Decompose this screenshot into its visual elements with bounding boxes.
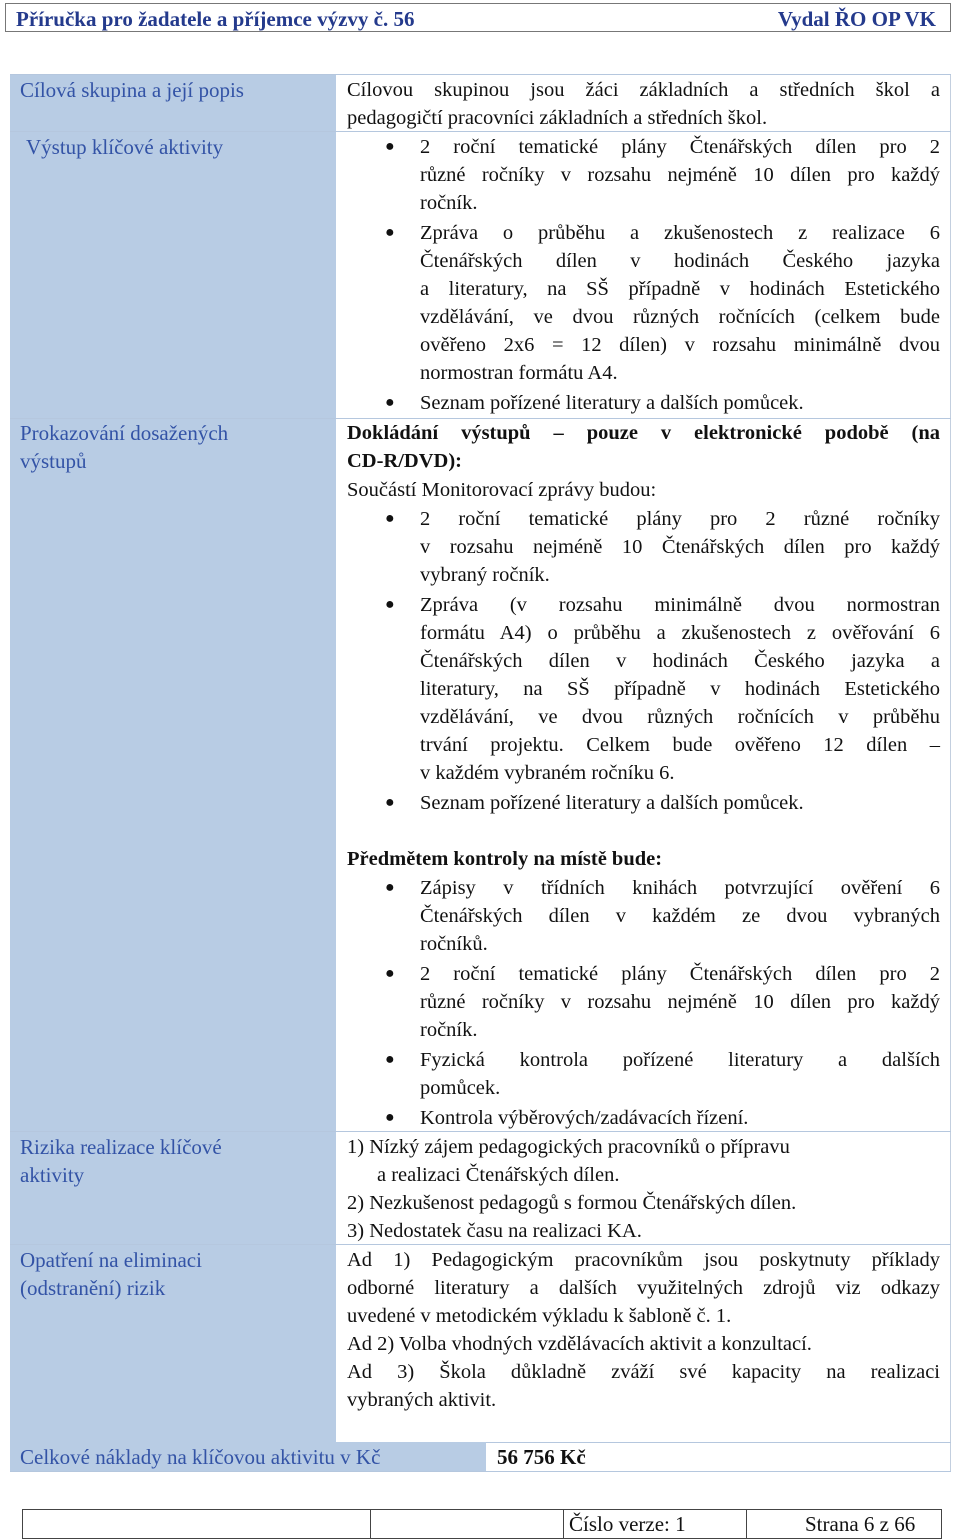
row-divider: [10, 74, 951, 75]
text-line: Seznam pořízené literatury a dalších pomůcek.: [420, 792, 804, 814]
proof-heading: [347, 419, 940, 475]
text-line: v rozsahu nejméně 10 Čtenářských dílen pro každý: [420, 536, 940, 558]
target-group-label: Cílová skupina a její popis: [20, 78, 244, 102]
text-line: Prokazování dosažených: [20, 421, 229, 445]
risks-label: [20, 1133, 320, 1189]
list-item: ● Zpráva (v rozsahu minimálně dvou normostran formátu A4) o průběhu a zkušenostech z ověřování 6 Čtenářských dílen v hodinách Českého jazyka a literatury, na SŠ případně v hodinách Estetického vzdělávání, ve dvou různých ročnících v průběhu trvání projektu. Celkem bude ověřeno 12 dílen – v každém vybraném ročníku 6.: [385, 591, 940, 787]
header-title: Příručka pro žadatele a příjemce výzvy č. 56: [16, 7, 415, 31]
text-line: odborné literatury a dalších využitelných zdrojů viz odkazy: [347, 1277, 940, 1299]
text-line: literatury, na SŠ případně v hodinách Estetického: [420, 678, 940, 700]
text-line: trvání projektu. Celkem bude ověřeno 12 dílen –: [420, 734, 940, 756]
text-line: normostran formátu A4.: [420, 362, 618, 384]
text-line: Kontrola výběrových/zadávacích řízení.: [420, 1107, 749, 1129]
text-line: Čtenářských dílen v každém ze dvou vybraných: [420, 905, 940, 927]
proof-label: [20, 419, 320, 475]
list-item: ● Seznam pořízené literatury a dalších pomůcek.: [385, 789, 940, 817]
text-line: vybraný ročník.: [420, 564, 550, 586]
text-line: 2 roční tematické plány Čtenářských dílen pro 2: [420, 963, 940, 985]
risks-text: [347, 1133, 940, 1245]
text-line: vzdělávání, ve dvou různých ročnících (celkem bude: [420, 306, 940, 328]
text-line: ročník.: [420, 1019, 478, 1041]
page-number: Strana 6 z 66: [805, 1512, 916, 1536]
text-line: ověřeno 2x6 = 12 dílen) v rozsahu minimálně dvou: [420, 334, 940, 356]
text-line: Zpráva o průběhu a zkušenostech z realizace 6: [420, 222, 940, 244]
list-item: ● 2 roční tematické plány Čtenářských dílen pro 2 různé ročníky v rozsahu nejméně 10 dílen pro každý ročník.: [385, 133, 940, 217]
control-heading: Předmětem kontroly na místě bude:: [347, 848, 663, 870]
text-line: ročníků.: [420, 933, 488, 955]
text-line: Fyzická kontrola pořízené literatury a dalších: [420, 1049, 940, 1071]
text-line: Rizika realizace klíčové: [20, 1135, 222, 1159]
document-footer: [22, 1509, 942, 1539]
header-publisher: Vydal ŘO OP VK: [777, 7, 936, 31]
output-list: [385, 133, 940, 419]
text-line: Opatření na eliminaci: [20, 1248, 202, 1272]
control-list: [385, 874, 940, 1134]
text-line: výstupů: [20, 449, 87, 473]
text-line: (odstranění) rizik: [20, 1276, 166, 1300]
text-line: vzdělávání, ve dvou různých ročnících v průběhu: [420, 706, 940, 728]
text-line: ročník.: [420, 192, 478, 214]
text-line: různé ročníky v rozsahu nejméně 10 dílen pro každý: [420, 991, 940, 1013]
text-line: Čtenářských dílen v hodinách Českého jazyka a: [420, 650, 940, 672]
total-cost-label: Celkové náklady na klíčovou aktivitu v Kč: [20, 1445, 381, 1469]
text-line: 1) Nízký zájem pedagogických pracovníků o přípravu: [347, 1136, 790, 1158]
proof-intro: Součástí Monitorovací zprávy budou:: [347, 479, 657, 501]
list-item: ● Fyzická kontrola pořízené literatury a dalších pomůcek.: [385, 1046, 940, 1102]
text-line: Zpráva (v rozsahu minimálně dvou normostran: [420, 594, 940, 616]
text-line: 2 roční tematické plány Čtenářských dílen pro 2: [420, 136, 940, 158]
table-right-border: [950, 74, 951, 1472]
document-header: [5, 3, 951, 32]
text-line: Ad 3) Škola důkladně zváží své kapacity na realizaci: [347, 1361, 940, 1383]
measures-label: [20, 1246, 320, 1302]
footer-divider: [746, 1510, 747, 1538]
text-line: CD-R/DVD):: [347, 450, 463, 472]
version-number: Číslo verze: 1: [569, 1512, 686, 1536]
text-line: vybraných aktivit.: [347, 1389, 497, 1411]
list-item: ● 2 roční tematické plány pro 2 různé ročníky v rozsahu nejméně 10 Čtenářských dílen pro každý vybraný ročník.: [385, 505, 940, 589]
list-item: ● Zápisy v třídních knihách potvrzující ověření 6 Čtenářských dílen v každém ze dvou vybraných ročníků.: [385, 874, 940, 958]
text-line: v každém vybraném ročníku 6.: [420, 762, 675, 784]
label-column: [10, 74, 336, 1442]
row-divider: [10, 1471, 951, 1472]
output-label: Výstup klíčové aktivity: [26, 135, 224, 159]
text-line: Ad 2) Volba vhodných vzdělávacích aktivit a konzultací.: [347, 1333, 812, 1355]
text-line: různé ročníky v rozsahu nejméně 10 dílen pro každý: [420, 164, 940, 186]
text-line: Cílovou skupinou jsou žáci základních a středních škol a: [347, 79, 940, 101]
total-cost-value: 56 756 Kč: [497, 1445, 586, 1469]
text-line: Čtenářských dílen v hodinách Českého jazyka: [420, 250, 940, 272]
list-item: ● 2 roční tematické plány Čtenářských dílen pro 2 různé ročníky v rozsahu nejméně 10 dílen pro každý ročník.: [385, 960, 940, 1044]
list-item: ● Seznam pořízené literatury a dalších pomůcek.: [385, 389, 940, 417]
text-line: pedagogičtí pracovníci základních a středních škol.: [347, 107, 768, 129]
text-line: Zápisy v třídních knihách potvrzující ověření 6: [420, 877, 940, 899]
text-line: a realizaci Čtenářských dílen.: [377, 1164, 620, 1186]
footer-divider: [370, 1510, 371, 1538]
text-line: pomůcek.: [420, 1077, 501, 1099]
list-item: ● Zpráva o průběhu a zkušenostech z realizace 6 Čtenářských dílen v hodinách Českého jazyka a literatury, na SŠ případně v hodinách Estetického vzdělávání, ve dvou různých ročnících (celkem bude ověřeno 2x6 = 12 dílen) v rozsahu minimálně dvou normostran formátu A4.: [385, 219, 940, 387]
text-line: a literatury, na SŠ případně v hodinách Estetického: [420, 278, 940, 300]
text-line: 2 roční tematické plány pro 2 různé ročníky: [420, 508, 940, 530]
text-line: Seznam pořízené literatury a dalších pomůcek.: [420, 392, 804, 414]
text-line: 3) Nedostatek času na realizaci KA.: [347, 1220, 642, 1242]
proof-list: [385, 505, 940, 819]
text-line: Dokládání výstupů – pouze v elektronické podobě (na: [347, 422, 940, 444]
text-line: Ad 1) Pedagogickým pracovníkům jsou poskytnuty příklady: [347, 1249, 940, 1271]
text-line: uvedené v metodickém výkladu k šabloně č. 1.: [347, 1305, 732, 1327]
footer-divider: [563, 1510, 564, 1538]
measures-text: [347, 1246, 940, 1414]
text-line: formátu A4) o průběhu a zkušenostech z ověřování 6: [420, 622, 940, 644]
text-line: 2) Nezkušenost pedagogů s formou Čtenářských dílen.: [347, 1192, 797, 1214]
list-item: ● Kontrola výběrových/zadávacích řízení.: [385, 1104, 940, 1132]
text-line: aktivity: [20, 1163, 85, 1187]
target-group-text: [347, 76, 940, 132]
